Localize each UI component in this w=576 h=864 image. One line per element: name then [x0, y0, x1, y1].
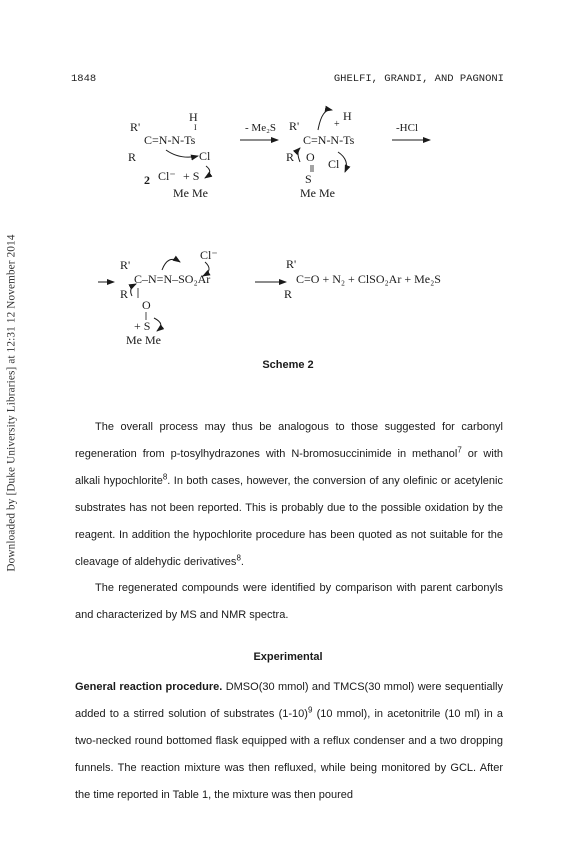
loss-hcl-label: -HCl	[396, 122, 418, 134]
oxygen-label-2: O	[142, 298, 151, 312]
page-number: 1848	[71, 73, 97, 85]
compound-number: 2	[144, 173, 150, 187]
r-prime-label-2: R'	[289, 119, 300, 133]
run-in-heading: General reaction procedure.	[75, 681, 223, 693]
structure-intermediate-2	[120, 248, 218, 347]
section-heading-experimental: Experimental	[253, 651, 323, 663]
scheme-caption: Scheme 2	[262, 359, 314, 371]
plus-charge: +	[334, 119, 340, 130]
methyl-labels: Me Me	[173, 186, 208, 200]
structure-products	[284, 257, 441, 301]
r-label-2: R	[286, 150, 295, 164]
r-prime-label: R'	[130, 120, 141, 134]
structure-intermediate-1	[286, 109, 355, 200]
r-label: R	[128, 150, 137, 164]
reaction-arrow-1	[240, 122, 278, 140]
r-prime-label-4: R'	[286, 257, 297, 271]
paragraph-discussion: The overall process may thus be analogous to those suggested for carbonyl regeneration from p-tosylhydrazones with N-bromosuccinimide in methanol$^7$ or with alkali hypochlorite$^8$. In both cases, however, the conversion of any olefinic or acetylenic substrates has not been reported. This is probably due to the possible oxidation by the reagent. In addition the hypochlorite procedure has been quoted as not suitable for the cleavage of aldehydic derivatives$^8$.	[75, 421, 503, 568]
download-watermark-text: Downloaded by [Duke University Libraries] at 12:31 12 November 2014	[6, 234, 18, 572]
sulfonium-label: + S	[183, 169, 200, 183]
r-prime-label-3: R'	[120, 258, 131, 272]
paragraph-identification: The regenerated compounds were identified by comparison with parent carbonyls and characterized by MS and NMR spectra.	[75, 582, 503, 621]
chloride-label: Cl⁻	[158, 169, 176, 183]
reference-marker: 7	[457, 445, 462, 455]
h-label-2: H	[343, 109, 352, 123]
r-label-4: R	[284, 287, 293, 301]
reaction-arrow-2	[392, 122, 430, 140]
h-label: H	[189, 110, 198, 124]
reference-marker: 8	[236, 553, 241, 563]
hydrazone-fragment: C=N-N-Ts	[144, 133, 196, 147]
paragraph-procedure: General reaction procedure. DMSO(30 mmol) and TMCS(30 mmol) were sequentially added to a stirred solution of substrates $(1-10)^9$ (10 mmol), in acetonitrile (10 ml) in a two-necked round bottomed flask equipped with a reflux condenser and a two dropping funnels. The reaction mixture was then refluxed, while being monitored by GCL. After the time reported in Table 1, the mixture was then poured	[75, 681, 503, 801]
reference-marker: 9	[307, 705, 313, 715]
sulfonium-label-2: + S	[134, 319, 151, 333]
running-title: GHELFI, GRANDI, AND PAGNONI	[333, 73, 504, 85]
methyl-labels-2: Me Me	[300, 186, 335, 200]
reference-marker: 8	[162, 472, 168, 482]
structure-compound-2	[128, 110, 211, 200]
hydrazone-fragment-2: C=N-N-Ts	[303, 133, 355, 147]
loss-me2s-label: - Me₂S	[245, 122, 277, 134]
cl-label-2: Cl	[328, 157, 340, 171]
cl-label: Cl	[199, 149, 211, 163]
reaction-scheme-drawing	[0, 0, 576, 350]
diazo-fragment: C–N=N–SO₂Ar	[134, 272, 211, 286]
chloride-label-2: Cl⁻	[200, 248, 218, 262]
products-text: C=O + N₂ + ClSO₂Ar + Me₂S	[296, 272, 441, 286]
svg-text:I: I	[194, 123, 197, 132]
oxygen-label: O	[306, 150, 315, 164]
r-label-3: R	[120, 287, 129, 301]
sulfur-label: S	[305, 172, 312, 186]
methyl-labels-3: Me Me	[126, 333, 161, 347]
